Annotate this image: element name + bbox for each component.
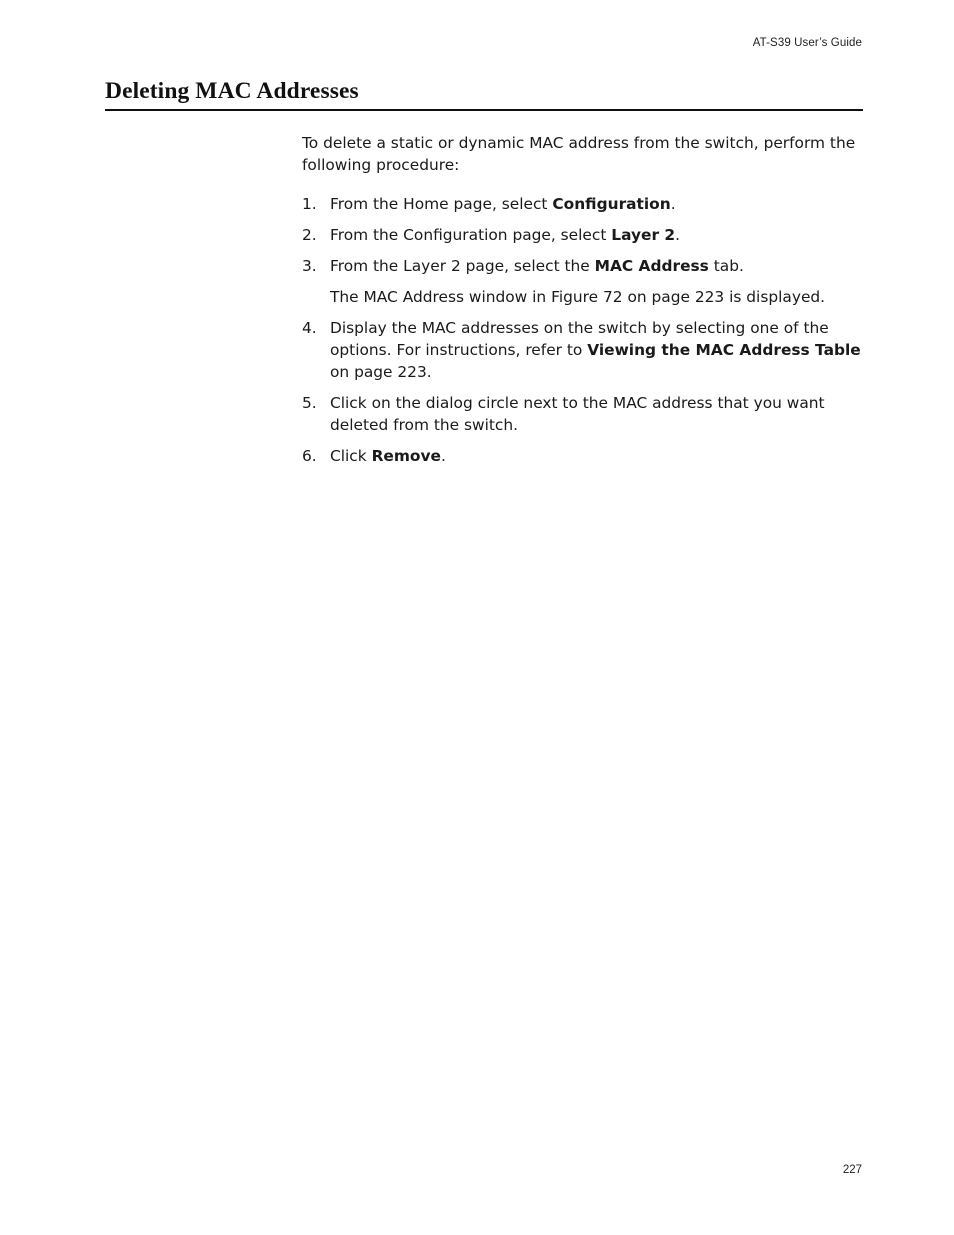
procedure-steps bbox=[302, 193, 864, 467]
step-2 bbox=[302, 224, 864, 246]
step-text: Click on the dialog circle next to the MAC address that you want deleted from the switch. bbox=[330, 394, 825, 434]
step-3 bbox=[302, 255, 864, 308]
step-5 bbox=[302, 392, 864, 436]
ui-term-layer-2: Layer 2 bbox=[611, 226, 676, 244]
section-title: Deleting MAC Addresses bbox=[105, 78, 359, 104]
step-text: From the Configuration page, select bbox=[330, 226, 612, 244]
cross-reference: Viewing the MAC Address Table bbox=[587, 341, 861, 359]
step-text-end: on page 223. bbox=[330, 363, 432, 381]
step-text-end: . bbox=[440, 447, 446, 465]
running-header: AT-S39 User’s Guide bbox=[752, 37, 862, 49]
step-4 bbox=[302, 317, 864, 383]
step-number: 6. bbox=[302, 447, 317, 465]
title-rule bbox=[105, 109, 863, 111]
step-number: 3. bbox=[302, 257, 317, 275]
step-result-note: The MAC Address window in Figure 72 on page 223 is displayed. bbox=[330, 288, 826, 306]
ui-term-remove: Remove bbox=[371, 447, 441, 465]
ui-term-mac-address: MAC Address bbox=[594, 257, 709, 275]
step-text: From the Layer 2 page, select the bbox=[330, 257, 595, 275]
step-number: 1. bbox=[302, 195, 317, 213]
step-number: 5. bbox=[302, 394, 317, 412]
step-number: 2. bbox=[302, 226, 317, 244]
step-6 bbox=[302, 445, 864, 467]
step-1 bbox=[302, 193, 864, 215]
step-text: From the Home page, select bbox=[330, 195, 553, 213]
step-text-end: . bbox=[670, 195, 676, 213]
step-text-end: . bbox=[675, 226, 681, 244]
step-text: Display the MAC addresses on the switch by selecting one of the options. For instructions, refer to bbox=[330, 319, 829, 359]
body-column bbox=[302, 132, 864, 476]
step-number: 4. bbox=[302, 319, 317, 337]
page-number: 227 bbox=[842, 1164, 862, 1176]
step-text: Click bbox=[330, 447, 372, 465]
ui-term-configuration: Configuration bbox=[552, 195, 671, 213]
intro-paragraph: To delete a static or dynamic MAC address from the switch, perform the following procedure: bbox=[302, 134, 856, 174]
step-text-end: tab. bbox=[708, 257, 744, 275]
